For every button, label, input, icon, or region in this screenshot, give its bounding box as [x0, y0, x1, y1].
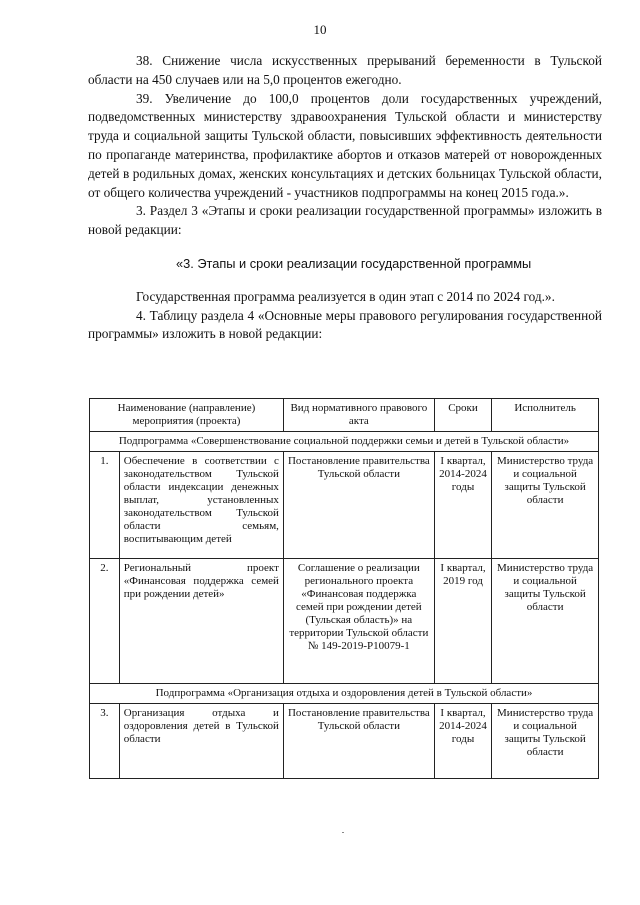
table-row [90, 559, 599, 684]
term: I квартал, 2014-2024 годы [434, 452, 491, 559]
measure-name: Обеспечение в соответствии с законодательством Тульской области индексации денежных выплат, установленных законодательством Тульской области семьям, воспитывающим детей [119, 452, 283, 559]
document-body [88, 52, 602, 344]
table-row [90, 704, 599, 779]
paragraph-item-38: 38. Снижение числа искусственных прерываний беременности в Тульской области на 450 случаев или на 5,0 процентов ежегодно. [88, 53, 602, 87]
subprogram-row [90, 684, 599, 704]
subprogram-row [90, 432, 599, 452]
act-type: Постановление правительства Тульской области [283, 704, 434, 779]
paragraph-program-stage: Государственная программа реализуется в один этап с 2014 по 2024 год.». [136, 288, 555, 304]
header-act: Вид нормативного правового акта [283, 399, 434, 432]
scan-speck [342, 832, 344, 833]
header-executor: Исполнитель [492, 399, 599, 432]
executor: Министерство труда и социальной защиты Тульской области [492, 452, 599, 559]
act-type: Постановление правительства Тульской области [283, 452, 434, 559]
term: I квартал, 2019 год [434, 559, 491, 684]
header-term: Сроки [434, 399, 491, 432]
table-row [90, 452, 599, 559]
table-header-row [90, 399, 599, 432]
subprogram-title: Подпрограмма «Организация отдыха и оздоровления детей в Тульской области» [90, 684, 599, 704]
row-number: 2. [90, 559, 120, 684]
paragraph-item-39: 39. Увеличение до 100,0 процентов доли государственных учреждений, подведомственных министерству здравоохранения Тульской области и министерству труда и социальной защиты Тульской области, повысивших эффективность деятельности по пропаганде материнства, профилактике абортов и отказов матерей от новорожденных детей в родильных домах, женских консультациях и детских больницах Тульской области, от общего количества учреждений - участников подпрограммы на конец 2015 года.». [88, 90, 602, 200]
executor: Министерство труда и социальной защиты Тульской области [492, 704, 599, 779]
subprogram-title: Подпрограмма «Совершенствование социальной поддержки семьи и детей в Тульской области» [90, 432, 599, 452]
paragraph-table-amendment: 4. Таблицу раздела 4 «Основные меры правового регулирования государственной программы» изложить в новой редакции: [88, 307, 602, 342]
header-name: Наименование (направление) мероприятия (проекта) [90, 399, 284, 432]
executor: Министерство труда и социальной защиты Тульской области [492, 559, 599, 684]
page-number: 10 [313, 22, 327, 37]
term: I квартал, 2014-2024 годы [434, 704, 491, 779]
legal-measures-table [89, 398, 599, 779]
measure-name: Региональный проект «Финансовая поддержка семей при рождении детей» [119, 559, 283, 684]
row-number: 3. [90, 704, 120, 779]
act-type: Соглашение о реализации регионального проекта «Финансовая поддержка семей при рождении детей (Тульская область)» на территории Тульской области № 149-2019-Р10079-1 [283, 559, 434, 684]
section-heading: «3. Этапы и сроки реализации государственной программы [176, 255, 532, 271]
paragraph-section-3-amendment: 3. Раздел 3 «Этапы и сроки реализации государственной программы» изложить в новой редакции: [88, 203, 602, 238]
row-number: 1. [90, 452, 120, 559]
measure-name: Организация отдыха и оздоровления детей в Тульской области [119, 704, 283, 779]
